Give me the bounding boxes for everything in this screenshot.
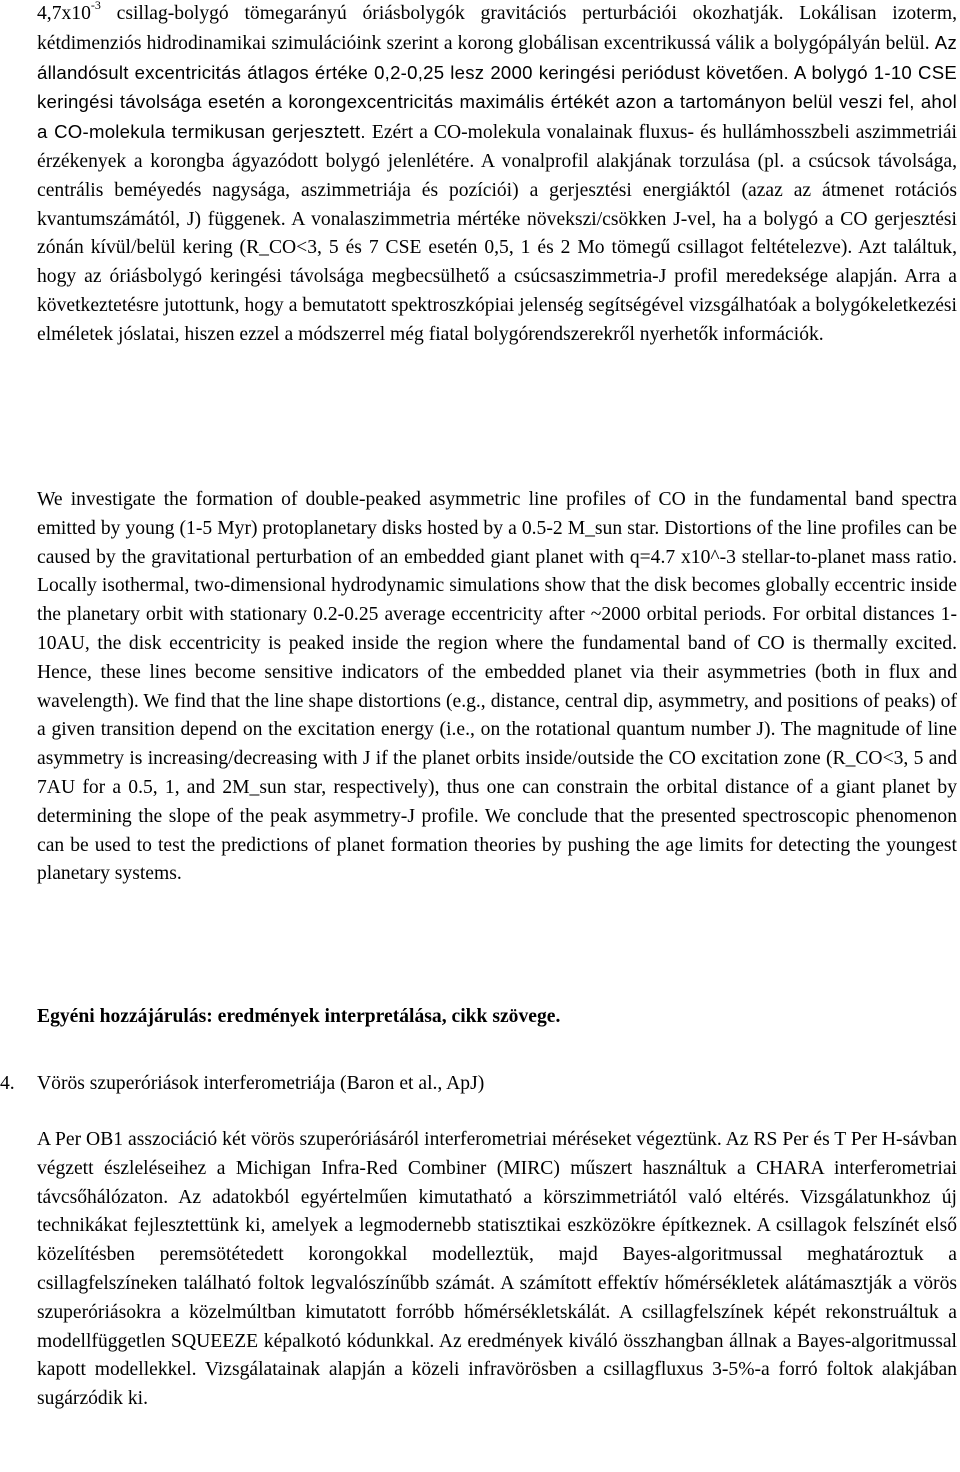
english-abstract-paragraph: We investigate the formation of double-peaked asymmetric line profiles of CO in the fundamental band spectra emitted by young (1-5 Myr) protoplanetary disks hosted by a 0.5-2 M_sun star. Distortions of the line profiles can be caused by the gravitational perturbation of an embedded giant planet with q=4.7 x10^-3 stellar-to-planet mass ratio. Locally isothermal, two-dimensional hydrodynamic simulations show that the disk becomes globally eccentric inside the planetary orbit with stationary 0.2-0.25 average eccentricity after ~2000 orbital periods. For orbital distances 1-10AU, the disk eccentricity is peaked inside the region where the fundamental band of CO is thermally excited. Hence, these lines become sensitive indicators of the embedded planet via their asymmetries (both in flux and wavelength). We find that the line shape distortions (e.g., distance, central dip, asymmetry, and positions of peaks) of a given transition depend on the excitation energy (i.e., on the rotational quantum number J). The magnitude of line asymmetry is increasing/decreasing with J if the planet orbits inside/outside the CO excitation zone (R_CO<3, 5 and 7AU for a 0.5, 1, and 2M_sun star, respectively), thus one can constrain the orbital distance of a giant planet by determining the slope of the peak asymmetry-J profile. We conclude that the presented spectroscopic phenomenon can be used to test the predictions of planet formation theories by pushing the age limits for detecting the youngest planetary systems.: [37, 489, 957, 885]
exponent-superscript: -3: [90, 0, 101, 13]
contribution-heading: Egyéni hozzájárulás: eredmények interpretálása, cikk szövege.: [37, 1006, 561, 1027]
section-title: Vörös szuperóriások interferometriája (Baron et al., ApJ): [37, 1073, 485, 1094]
hungarian-summary-paragraph: [37, 0, 957, 350]
paragraph-remaining-text: Ezért a CO-molekula vonalainak fluxus- és hullámhosszbeli aszimmetriái érzékenyek a korongba ágyazódott bolygó jelenlétére. A vonalprofil alakjának torzulása (pl. a csúcsok távolsága, centrális beméyedés nagysága, aszimmetriája és pozíciói) a gerjesztési energiáktól (azaz az átmenet rotációs kvantumszámától, J) függenek. A vonalaszimmetria mértéke növekszi/csökken J-vel, ha a bolygó a CO gerjesztési zónán kívül/belül kering (R_CO<3, 5 és 7 CSE esetén 0,5, 1 és 2 Mo tömegű csillagot feltételezve). Azt találtuk, hogy az óriásbolygó keringési távolsága megbecsülhető a csúcsaszimmetria-J profil meredeksége alapján. Arra a következtetésre jutottunk, hogy a bemutatott spektroszkópiai jelenség segítségével vizsgálhatóak a bolygókeletkezési elméletek jóslatai, hiszen ezzel a módszerrel még fiatal bolygórendszerekről nyerhetők információk.: [37, 122, 957, 345]
paragraph-opening-text: csillag-bolygó tömegarányú óriásbolygók gravitációs perturbációi okozhatják. Lokálisan izoterm, kétdimenziós hidrodinamikai szimulációink szerint a korong globálisan excentrikussá válik a bolygópályán belül.: [37, 3, 957, 54]
section-4-heading: [0, 1070, 484, 1098]
exponent-base: 4,7x10: [37, 3, 91, 24]
interferometry-paragraph: A Per OB1 asszociáció két vörös szuperóriásáról interferometriai méréseket végeztünk. Az RS Per és T Per H-sávban végzett észleléseihez a Michigan Infra-Red Combiner (MIRC) műszert használtuk a CHARA interferometriai távcsőhálózaton. Az adatokból egyértelműen kimutatható a körszimmetriától való eltérés. Vizsgálatunkhoz új technikákat fejlesztettünk ki, amelyek a legmodernebb statisztikai eszközökre építkeznek. A csillagok felszínét első közelítésben peremsötétedett korongokkal modelleztük, majd Bayes-algoritmussal meghatároztuk a csillagfelszíneken található foltok legvalószínűbb számát. A számított effektív hőmérsékletek alátámasztják a vörös szuperóriásokra a közelmúltban kimutatott forróbb hőmérsékletskálát. A csillagfelszínek képét rekonstruáltuk a modellfüggetlen SQUEEZE képalkotó kódunkkal. Az eredmények kiváló összhangban állnak a Bayes-algoritmussal kapott modellekkel. Vizsgálatainak alapján a közeli infravörösben a csillagfluxus 3-5%-a forró foltok alakjában sugárzódik ki.: [37, 1129, 957, 1410]
sans-serif-text-segment: Az állandósult excentricitás átlagos értéke 0,2-0,25 lesz 2000 keringési periódust követően. A bolygó 1-10 CSE keringési távolsága esetén a korongexcentricitás maximális értékét azon a tartományon belül veszi fel, ahol a CO-molekula termikusan gerjesztett.: [37, 31, 957, 143]
section-number: 4.: [0, 1073, 15, 1094]
